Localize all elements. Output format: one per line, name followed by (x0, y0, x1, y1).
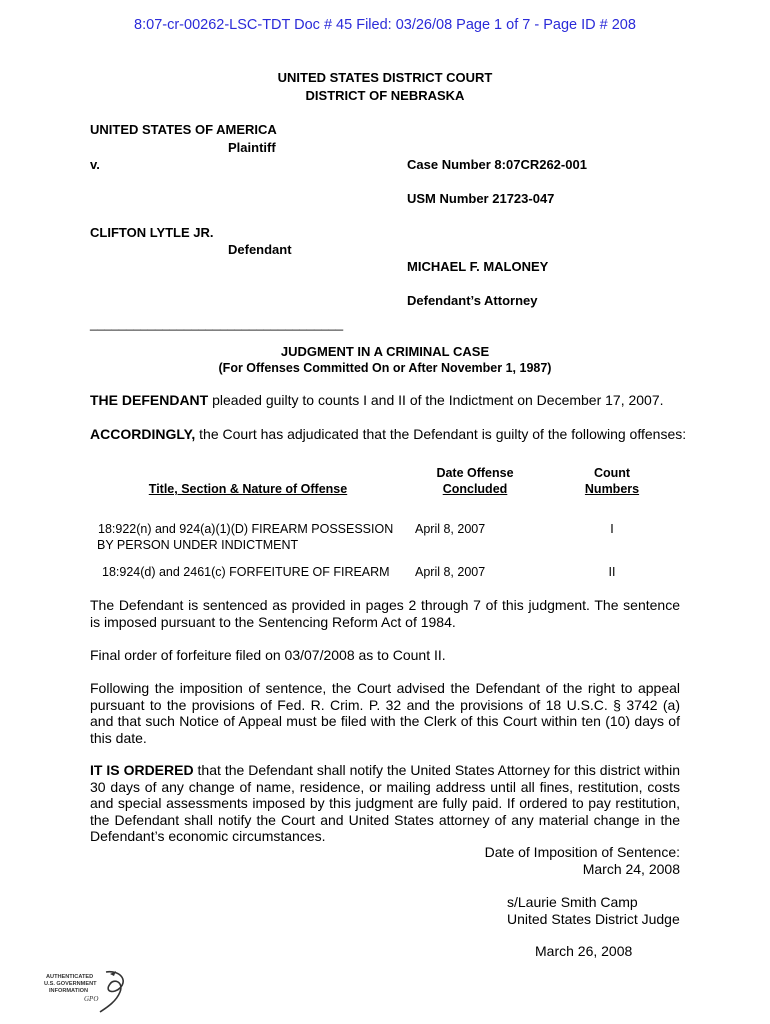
forfeiture-paragraph: Final order of forfeiture filed on 03/07/2008 as to Count II. (90, 647, 446, 663)
plea-lead: THE DEFENDANT (90, 392, 209, 408)
header-date-offense: Date Offense Concluded (436, 466, 514, 496)
table-row-offense: 18:922(n) and 924(a)(1)(D) FIREARM POSSESSION BY PERSON UNDER INDICTMENT (97, 522, 394, 552)
defendant-role: Defendant (228, 242, 292, 257)
seal-line-3: INFORMATION (49, 988, 89, 994)
court-name: UNITED STATES DISTRICT COURT (277, 70, 493, 85)
table-row-date: April 8, 2007 (415, 522, 486, 536)
seal-line-1: AUTHENTICATED (46, 974, 94, 980)
appeal-paragraph: Following the imposition of sentence, the Court advised the Defendant of the right to appeal pursuant to the provisions of Fed. R. Crim. P. 32 and the provisions of 18 U.S.C. § 3742 (a) and that such Notice of Appeal must be filed with the Clerk of this Court within ten (10) days of this date. (90, 680, 680, 746)
attorney-role: Defendant’s Attorney (407, 293, 538, 308)
plea-text: pleaded guilty to counts I and II of the Indictment on December 17, 2007. (208, 392, 664, 408)
table-row-count: II (608, 565, 616, 579)
defendant-name: CLIFTON LYTLE JR. (90, 225, 214, 240)
sentence-paragraph: The Defendant is sentenced as provided in pages 2 through 7 of this judgment. The sentence is imposed pursuant to the Sentencing Reform Act of 1984. (90, 597, 680, 630)
ordered-paragraph (90, 762, 680, 845)
table-row-offense: 18:924(d) and 2461(c) FORFEITURE OF FIREARM (102, 565, 390, 579)
seal-line-4: GPO (84, 995, 99, 1003)
court-district: DISTRICT OF NEBRASKA (305, 88, 465, 103)
eagle-swirl (100, 972, 123, 1012)
accordingly-text: the Court has adjudicated that the Defendant is guilty of the following offenses: (195, 426, 687, 442)
signature-date: March 26, 2008 (535, 943, 633, 959)
header-title-section: Title, Section & Nature of Offense (148, 482, 348, 496)
table-row-count: I (610, 522, 614, 536)
judge-title: United States District Judge (507, 911, 680, 927)
usm-number: USM Number 21723-047 (407, 191, 555, 206)
versus-label: v. (90, 157, 100, 172)
judgment-subtitle: (For Offenses Committed On or After November 1, 1987) (218, 361, 552, 375)
imposition-label: Date of Imposition of Sentence: (484, 844, 680, 860)
header-count-numbers: Count Numbers (584, 466, 640, 496)
caption-separator: ___________________________________ (90, 316, 344, 331)
filing-stamp-header: 8:07-cr-00262-LSC-TDT Doc # 45 Filed: 03/26/08 Page 1 of 7 - Page ID # 208 (134, 17, 636, 33)
plaintiff-role: Plaintiff (228, 140, 276, 155)
ordered-lead: IT IS ORDERED (90, 762, 194, 778)
gpo-seal-graphic (44, 968, 134, 1014)
table-row-date: April 8, 2007 (415, 565, 486, 579)
attorney-name: MICHAEL F. MALONEY (407, 259, 549, 274)
judgment-title: JUDGMENT IN A CRIMINAL CASE (280, 344, 490, 359)
plaintiff-name: UNITED STATES OF AMERICA (90, 122, 277, 137)
seal-line-2: U.S. GOVERNMENT (44, 981, 97, 987)
adjudication-statement (90, 426, 686, 442)
case-number: Case Number 8:07CR262-001 (407, 157, 587, 172)
gpo-authentication-seal-icon (44, 968, 134, 1014)
imposition-date: March 24, 2008 (582, 861, 680, 877)
ordered-text: that the Defendant shall notify the United States Attorney for this district within 30 days of any change of name, residence, or mailing address until all fines, restitution, costs and special assessments imposed by this judgment are fully paid. If ordered to pay restitution, the Defendant shall notify the Court and United States attorney of any material change in the Defendant’s economic circumstances. (90, 762, 680, 844)
accordingly-lead: ACCORDINGLY, (90, 426, 196, 442)
plea-statement (90, 392, 664, 408)
judge-signature: s/Laurie Smith Camp (507, 894, 638, 910)
